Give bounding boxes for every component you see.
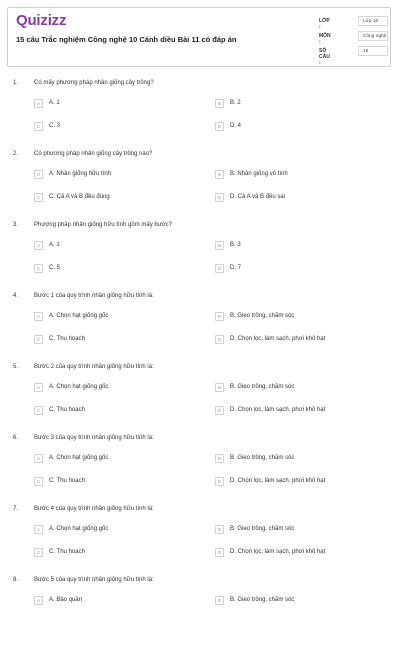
question-text: Bước 1 của quy trình nhân giống hữu tính là: — [34, 293, 154, 299]
option-text: A. Chọn hạt giống gốc — [49, 384, 109, 390]
option-letter-box[interactable]: D — [215, 193, 224, 202]
option-letter-box[interactable]: D — [215, 122, 224, 131]
question-number: 8. — [13, 577, 19, 583]
meta-value: Lớp 10 — [358, 16, 388, 26]
meta-label: SỐ CÂU : — [319, 48, 330, 66]
question-item — [0, 293, 400, 364]
option-text: C. Cả A và B đều đúng — [49, 194, 110, 200]
option-letter-box[interactable]: B — [215, 454, 224, 463]
question-number: 7. — [13, 506, 19, 512]
option-letter-box[interactable]: C — [34, 264, 43, 273]
question-number: 3. — [13, 222, 19, 228]
option-text: C. 5 — [49, 265, 61, 271]
option-letter-box[interactable]: D — [215, 406, 224, 415]
meta-value: 15 — [358, 46, 388, 56]
option-text: B. 2 — [230, 100, 241, 106]
question-text: Phương pháp nhân giống hữu tính gồm mấy bước? — [34, 222, 173, 228]
question-number: 4. — [13, 293, 19, 299]
option-letter-box[interactable]: A — [34, 312, 43, 321]
option-letter-box[interactable]: B — [215, 525, 224, 534]
option-text: B. Nhân giống vô tính — [230, 171, 288, 177]
option-text: C. Thu hoạch — [49, 549, 85, 555]
question-text: Bước 5 của quy trình nhân giống hữu tính là: — [34, 577, 154, 583]
question-item — [0, 577, 400, 648]
question-text: Có mấy phương pháp nhân giống cây trồng? — [34, 80, 154, 86]
option-text: D. 7 — [230, 265, 242, 271]
meta-label: LỚP : — [319, 18, 330, 30]
question-number: 6. — [13, 435, 19, 441]
option-text: A. Nhân giống hữu tính — [49, 171, 112, 177]
option-text: A. 1 — [49, 100, 60, 106]
option-letter-box[interactable]: C — [34, 406, 43, 415]
option-letter-box[interactable]: B — [215, 241, 224, 250]
question-number: 5. — [13, 364, 19, 370]
question-item — [0, 364, 400, 435]
question-text: Bước 3 của quy trình nhân giống hữu tính là: — [34, 435, 154, 441]
option-letter-box[interactable]: C — [34, 335, 43, 344]
option-text: D. Chọn lọc, làm sạch, phơi khô hạt — [230, 336, 326, 342]
quizizz-logo[interactable]: Quizizz — [16, 12, 67, 29]
option-text: B. Gieo trồng, chăm sóc — [230, 597, 295, 603]
option-text: B. 3 — [230, 242, 241, 248]
question-item — [0, 151, 400, 222]
option-letter-box[interactable]: C — [34, 193, 43, 202]
option-text: A. Chọn hạt giống gốc — [49, 313, 109, 319]
option-text: A. Chọn hạt giống gốc — [49, 526, 109, 532]
option-letter-box[interactable]: D — [215, 264, 224, 273]
option-text: D. Chọn lọc, làm sạch, phơi khô hạt — [230, 478, 326, 484]
option-letter-box[interactable]: C — [34, 122, 43, 131]
option-text: B. Gieo trồng, chăm sóc — [230, 313, 295, 319]
option-text: D. Chọn lọc, làm sạch, phơi khô hạt — [230, 549, 326, 555]
option-letter-box[interactable]: A — [34, 170, 43, 179]
page-title: 15 câu Trắc nghiệm Công nghệ 10 Cánh diều Bài 11 có đáp án — [16, 35, 237, 44]
option-letter-box[interactable]: B — [215, 170, 224, 179]
option-letter-box[interactable]: B — [215, 596, 224, 605]
option-letter-box[interactable]: D — [215, 335, 224, 344]
question-text: Bước 4 của quy trình nhân giống hữu tính là: — [34, 506, 154, 512]
option-letter-box[interactable]: C — [34, 548, 43, 557]
option-text: B. Gieo trồng, chăm sóc — [230, 526, 295, 532]
meta-value: Công nghệ — [358, 31, 388, 41]
option-letter-box[interactable]: A — [34, 454, 43, 463]
question-item — [0, 80, 400, 151]
option-letter-box[interactable]: A — [34, 99, 43, 108]
question-text: Bước 2 của quy trình nhân giống hữu tính là: — [34, 364, 154, 370]
option-text: C. Thu hoạch — [49, 478, 85, 484]
question-item — [0, 506, 400, 577]
option-text: B. Gieo trồng, chăm sóc — [230, 455, 295, 461]
option-text: A. 1 — [49, 242, 60, 248]
option-text: D. 4 — [230, 123, 242, 129]
option-letter-box[interactable]: D — [215, 548, 224, 557]
option-text: C. Thu hoạch — [49, 407, 85, 413]
question-number: 1. — [13, 80, 19, 86]
question-item — [0, 435, 400, 506]
option-text: D. Cả A và B đều sai — [230, 194, 286, 200]
option-letter-box[interactable]: C — [34, 477, 43, 486]
option-text: C. 3 — [49, 123, 61, 129]
option-letter-box[interactable]: B — [215, 312, 224, 321]
option-text: C. Thu hoạch — [49, 336, 85, 342]
option-letter-box[interactable]: A — [34, 383, 43, 392]
option-letter-box[interactable]: A — [34, 525, 43, 534]
option-letter-box[interactable]: B — [215, 99, 224, 108]
option-text: A. Bảo quản — [49, 597, 83, 603]
option-text: A. Chọn hạt giống gốc — [49, 455, 109, 461]
option-letter-box[interactable]: A — [34, 596, 43, 605]
option-letter-box[interactable]: D — [215, 477, 224, 486]
question-item — [0, 222, 400, 293]
option-letter-box[interactable]: A — [34, 241, 43, 250]
option-text: B. Gieo trồng, chăm sóc — [230, 384, 295, 390]
option-letter-box[interactable]: B — [215, 383, 224, 392]
quiz-header — [7, 7, 391, 67]
meta-label: MÔN : — [319, 33, 331, 45]
question-text: Có phương pháp nhân giống cây trồng nào? — [34, 151, 153, 157]
question-number: 2. — [13, 151, 19, 157]
option-text: D. Chọn lọc, làm sạch, phơi khô hạt — [230, 407, 326, 413]
